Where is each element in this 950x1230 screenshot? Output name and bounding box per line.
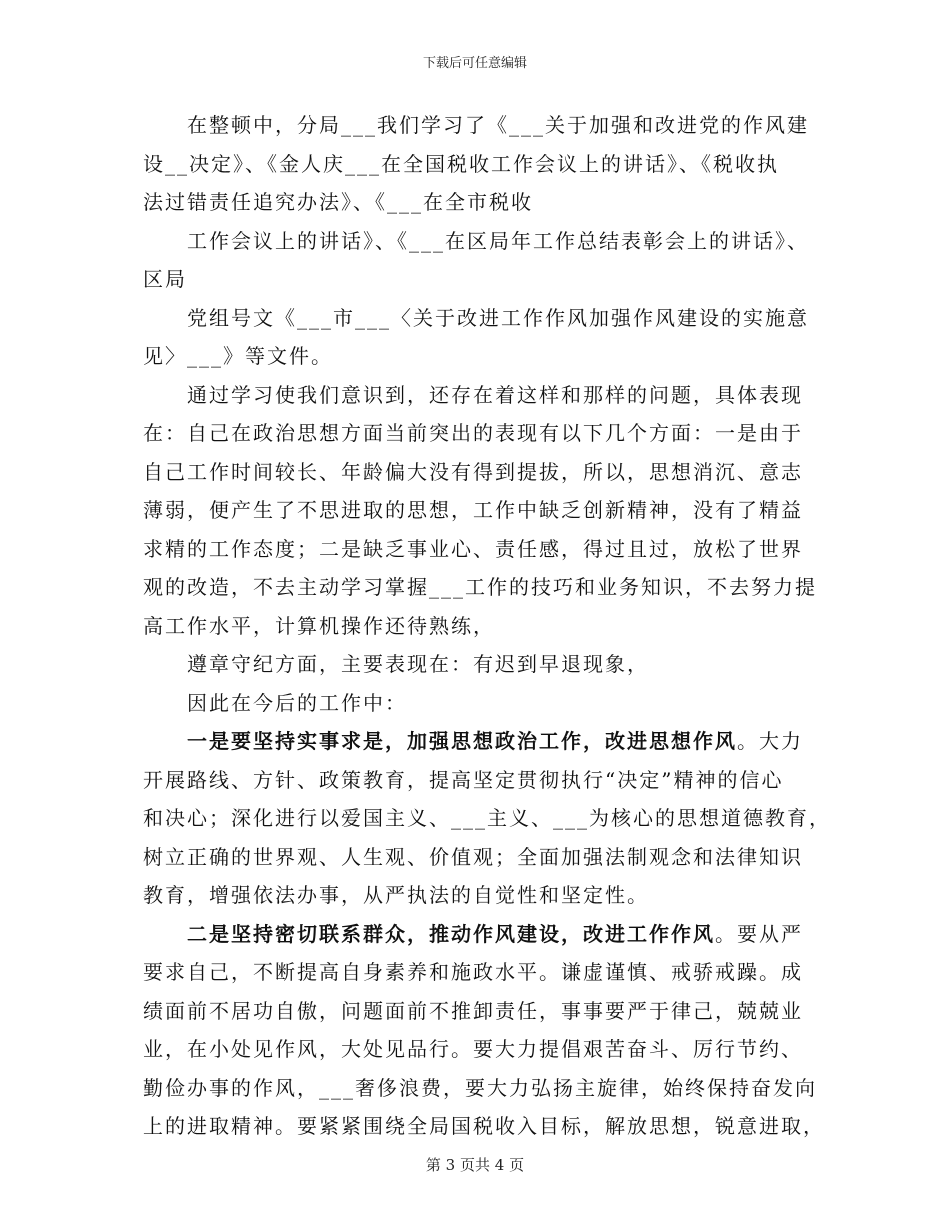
text-line: 党组号文《___市___〈关于改进工作作风加强作风建设的实施意: [187, 305, 809, 330]
text-line: 见〉___》等文件。: [143, 344, 333, 368]
text-line: 自己工作时间较长、年龄偏大没有得到提拔，所以，思想消沉、意志: [143, 459, 803, 484]
bold-heading: 二是坚持密切联系群众，推动作风建设，改进工作作风: [187, 921, 715, 946]
text-run: 。要从严: [715, 921, 803, 946]
text-line: 和决心；深化进行以爱国主义、___主义、___为核心的思想道德教育，: [143, 806, 831, 830]
text-line: 薄弱，便产生了不思进取的思想，工作中缺乏创新精神，没有了精益: [143, 498, 803, 522]
text-line: [143, 915, 823, 954]
text-line: 上的进取精神。要紧紧围绕全局国税收入目标，解放思想，锐意进取，: [143, 1114, 825, 1138]
text-line: 开展路线、方针、政策教育，提高坚定贯彻执行“决定”精神的信心: [143, 767, 784, 792]
text-line: 遵章守纪方面，主要表现在：有迟到早退现象，: [187, 652, 649, 676]
text-line: 设__决定》、《金人庆___在全国税收工作会议上的讲话》、《税收执: [143, 151, 779, 176]
text-line: 区局: [143, 267, 187, 291]
text-line: 绩面前不居功自傲，问题面前不推卸责任，事事要严于律己，兢兢业: [143, 998, 803, 1023]
text-line: [143, 722, 823, 761]
text-line: 通过学习使我们意识到，还存在着这样和那样的问题，具体表现: [187, 382, 803, 407]
text-line: 工作会议上的讲话》、《___在区局年工作总结表彰会上的讲话》、: [187, 228, 809, 253]
text-line: 业，在小处见作风，大处见品行。要大力提倡艰苦奋斗、厉行节约、: [143, 1037, 803, 1061]
text-line: 因此在今后的工作中：: [187, 690, 407, 715]
text-line: 要求自己，不断提高自身素养和施政水平。谦虚谨慎、戒骄戒躁。成: [143, 960, 803, 984]
text-run: 。大力: [737, 729, 803, 753]
text-line: 法过错责任追究办法》、《___在全市税收: [143, 190, 533, 214]
text-line: 高工作水平，计算机操作还待熟练，: [143, 613, 495, 638]
text-line: 求精的工作态度；二是缺乏事业心、责任感，得过且过，放松了世界: [143, 536, 803, 561]
document-body: [143, 106, 831, 1146]
bold-heading: 一是要坚持实事求是，加强思想政治工作，改进思想作风: [187, 729, 737, 753]
text-line: 在整顿中，分局___我们学习了《___关于加强和改进党的作风建: [187, 113, 809, 137]
text-line: 观的改造，不去主动学习掌握___工作的技巧和业务知识，不去努力提: [143, 575, 817, 599]
page-footer: 第 3 页共 4 页: [425, 1156, 525, 1174]
text-line: 教育，增强依法办事，从严执法的自觉性和坚定性。: [143, 883, 649, 907]
text-line: 勤俭办事的作风，___奢侈浪费，要大力弘扬主旋律，始终保持奋发向: [143, 1075, 817, 1100]
page-header: 下载后可任意编辑: [422, 56, 527, 71]
text-line: 在：自己在政治思想方面当前突出的表现有以下几个方面：一是由于: [143, 421, 803, 445]
text-line: 树立正确的世界观、人生观、价值观；全面加强法制观念和法律知识: [143, 844, 803, 869]
